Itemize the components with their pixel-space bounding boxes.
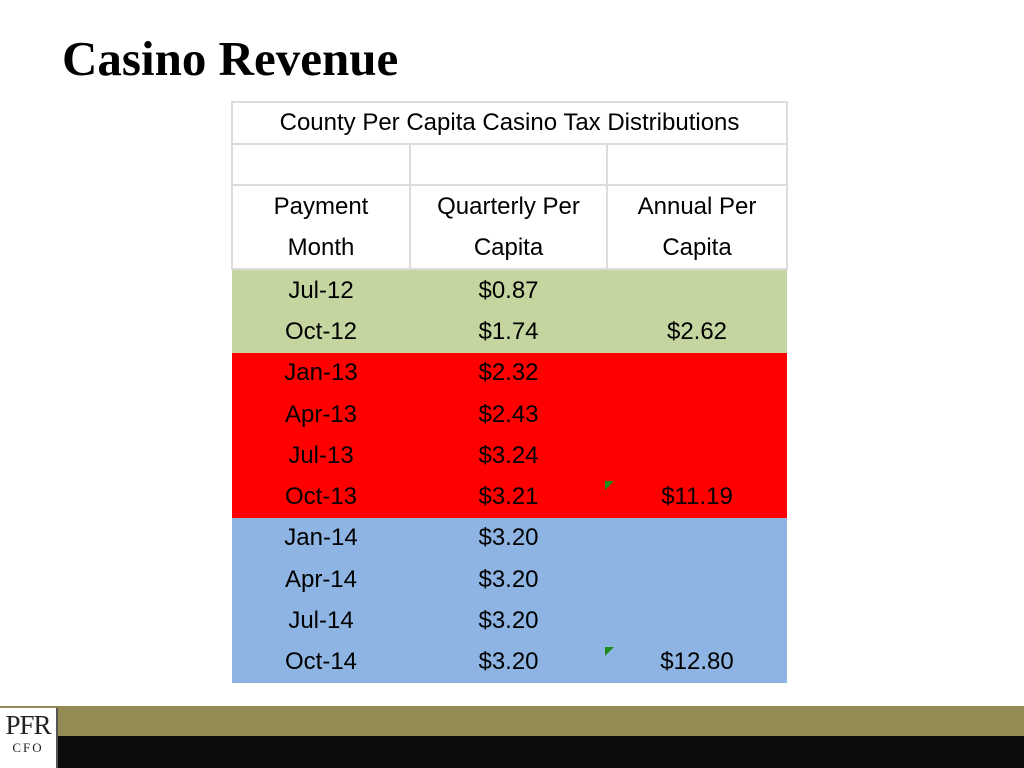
slide-title: Casino Revenue <box>62 31 399 86</box>
header-annual-per-capita <box>607 185 787 269</box>
table-row <box>232 476 787 517</box>
footer-olive-band <box>0 706 1024 736</box>
table-row <box>232 269 787 311</box>
formula-warning-flag-icon <box>605 647 614 656</box>
table-row <box>232 559 787 600</box>
quarterly-cell: $2.43 <box>410 394 607 435</box>
payment-month-cell: Jan-13 <box>232 353 410 394</box>
quarterly-cell: $0.87 <box>410 269 607 311</box>
table-row <box>232 518 787 559</box>
annual-cell <box>607 435 787 476</box>
payment-month-cell: Oct-12 <box>232 311 410 352</box>
annual-cell <box>607 559 787 600</box>
header-quarterly-line2: Capita <box>473 234 544 261</box>
formula-warning-flag-icon <box>605 481 614 490</box>
header-annual-line2: Capita <box>662 234 732 261</box>
pfr-cfo-logo <box>0 708 58 768</box>
quarterly-cell: $3.20 <box>410 518 607 559</box>
payment-month-cell: Jul-14 <box>232 600 410 641</box>
table-row <box>232 642 787 683</box>
header-payment-month <box>232 185 410 269</box>
casino-tax-table <box>231 101 788 683</box>
annual-cell <box>607 518 787 559</box>
header-payment-month-line1: Payment <box>273 193 369 220</box>
blank-row <box>232 144 787 185</box>
table-row <box>232 600 787 641</box>
annual-cell <box>607 269 787 311</box>
payment-month-cell: Apr-14 <box>232 559 410 600</box>
annual-cell <box>607 600 787 641</box>
table-row <box>232 311 787 352</box>
table-row <box>232 353 787 394</box>
quarterly-cell: $3.20 <box>410 642 607 683</box>
annual-cell <box>607 353 787 394</box>
quarterly-cell: $3.24 <box>410 435 607 476</box>
payment-month-cell: Apr-13 <box>232 394 410 435</box>
header-payment-month-line2: Month <box>287 234 355 261</box>
blank-cell <box>410 144 607 185</box>
blank-cell <box>232 144 410 185</box>
quarterly-cell: $3.20 <box>410 559 607 600</box>
header-quarterly-per-capita <box>410 185 607 269</box>
payment-month-cell: Jul-13 <box>232 435 410 476</box>
header-quarterly-line1: Quarterly Per <box>437 193 580 220</box>
table-caption-row <box>232 102 787 144</box>
table-row <box>232 435 787 476</box>
annual-cell <box>607 642 787 683</box>
logo-main-text: PFR <box>5 710 51 740</box>
blank-cell <box>607 144 787 185</box>
payment-month-cell: Oct-13 <box>232 476 410 517</box>
annual-cell <box>607 394 787 435</box>
column-header-row <box>232 185 787 269</box>
quarterly-cell: $3.21 <box>410 476 607 517</box>
header-annual-line1: Annual Per <box>637 193 757 220</box>
payment-month-cell: Oct-14 <box>232 642 410 683</box>
payment-month-cell: Jan-14 <box>232 518 410 559</box>
payment-month-cell: Jul-12 <box>232 269 410 311</box>
table-row <box>232 394 787 435</box>
footer-black-band <box>0 736 1024 768</box>
annual-cell <box>607 476 787 517</box>
table-caption: County Per Capita Casino Tax Distributions <box>232 102 787 144</box>
quarterly-cell: $2.32 <box>410 353 607 394</box>
annual-value: $11.19 <box>661 483 733 511</box>
quarterly-cell: $3.20 <box>410 600 607 641</box>
quarterly-cell: $1.74 <box>410 311 607 352</box>
logo-sub-text: CFO <box>12 740 44 755</box>
annual-cell: $2.62 <box>607 311 787 352</box>
annual-value: $12.80 <box>660 648 734 676</box>
